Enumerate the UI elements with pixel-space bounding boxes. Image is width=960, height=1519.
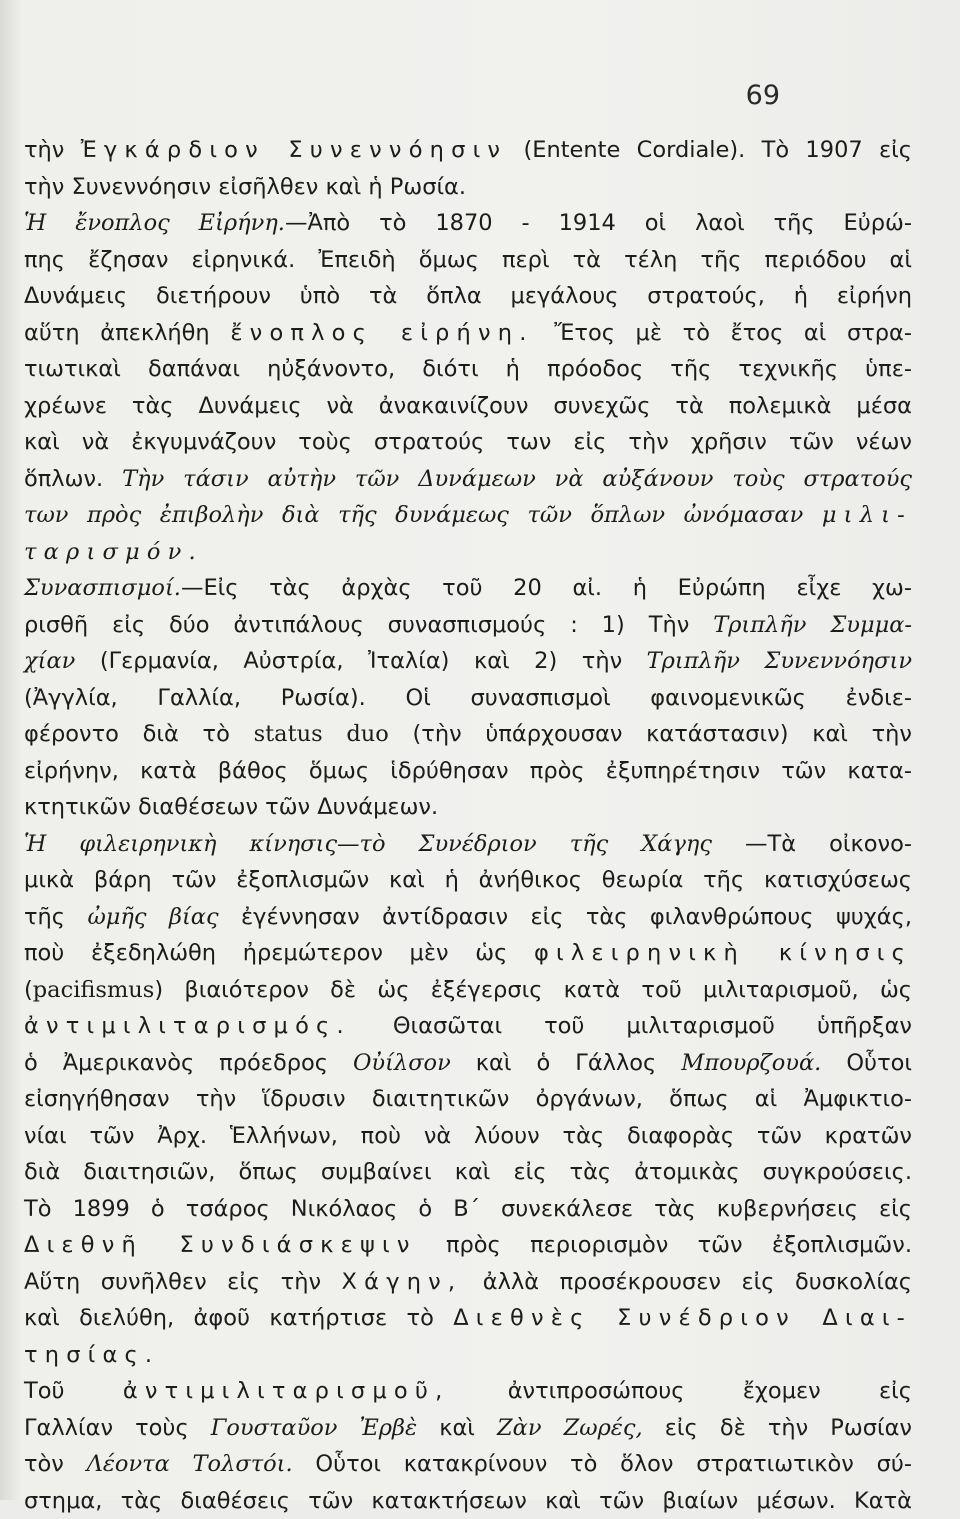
text-segment: τῆς: [24, 904, 87, 930]
text-line: [24, 862, 912, 899]
text-segment: Μπουρζουά.: [681, 1050, 821, 1076]
text-segment: Τριπλῆν Συνεννόησιν: [647, 648, 912, 674]
text-segment: —Ἀπὸ τὸ 1870 - 1914 οἱ λαοὶ τῆς Εὐρώ-: [285, 210, 912, 236]
text-line: [24, 388, 912, 425]
text-segment: καὶ διελύθη, ἀφοῦ κατήρτισε τὸ: [24, 1305, 453, 1331]
text-segment: ἐγέννησαν ἀντίδρασιν εἰς τὰς φιλανθρώπους ψυχάς,: [219, 904, 912, 930]
text-segment: Ἡ ἔνοπλος Εἰρήνη.: [24, 210, 285, 236]
text-segment: νίαι τῶν Ἀρχ. Ἑλλήνων, ποὺ νὰ λύουν τὰς διαφορὰς τῶν κρατῶν: [24, 1123, 912, 1149]
text-segment: Ζὰν Ζωρές,: [497, 1415, 643, 1441]
text-segment: τὸν: [24, 1451, 87, 1477]
text-segment: καὶ: [417, 1415, 497, 1441]
text-segment: ὅπλων.: [24, 466, 122, 492]
text-segment: πης ἔζησαν εἰρηνικά. Ἐπειδὴ ὅμως περὶ τὰ τέλη τῆς περιόδου αἱ: [24, 247, 912, 273]
text-segment: τιωτικαὶ δαπάναι ηὐξάνοντο, διότι ἡ πρόοδος τῆς τεχνικῆς ὑπε-: [24, 356, 912, 382]
text-segment: ἔνοπλος εἰρήνη.: [230, 320, 533, 346]
text-segment: (: [24, 977, 33, 1003]
text-line: [24, 1191, 912, 1228]
text-segment: Διεθνῆ Συνδιάσκεψιν: [24, 1232, 417, 1258]
text-line: [24, 789, 912, 826]
text-line: [24, 461, 912, 498]
text-segment: Θιασῶται τοῦ μιλιταρισμοῦ ὑπῆρξαν: [351, 1013, 912, 1039]
text-segment: διὰ διαιτησιῶν, ὅπως συμβαίνει καὶ εἰς τὰς ἀτομικὰς συγκρούσεις.: [24, 1159, 912, 1185]
text-segment: φιλειρηνικὴ κίνησις: [534, 940, 912, 966]
text-segment: στημα, τὰς διαθέσεις τῶν κατακτήσεων καὶ τῶν βιαίων μέσων. Κατὰ: [24, 1488, 912, 1514]
page-number: 69: [746, 80, 780, 111]
text-segment: —Εἰς τὰς ἀρχὰς τοῦ 20 αἰ. ἡ Εὐρώπη εἶχε χω-: [181, 575, 912, 601]
text-segment: Οὗτοι: [821, 1050, 912, 1076]
body-text: [24, 132, 912, 1519]
text-segment: φέροντο διὰ τὸ: [24, 721, 254, 747]
text-segment: Δυνάμεις διετήρουν ὑπὸ τὰ ὅπλα μεγάλους στρατούς, ἡ εἰρήνη: [24, 283, 912, 309]
text-line: [24, 899, 912, 936]
text-segment: χρέωνε τὰς Δυνάμεις νὰ ἀνακαινίζουν συνεχῶς τὰ πολεμικὰ μέσα: [24, 393, 912, 419]
text-line: [24, 753, 912, 790]
text-segment: τὴν: [24, 137, 81, 163]
text-line: [24, 205, 912, 242]
text-line: [24, 169, 912, 206]
text-segment: Ἡ φιλειρηνικὴ κίνησις—τὸ Συνέδριον τῆς Χάγης: [24, 831, 712, 857]
text-line: [24, 570, 912, 607]
text-line: [24, 1045, 912, 1082]
text-line: [24, 1337, 912, 1374]
text-line: [24, 1373, 912, 1410]
text-segment: Ἐγκάρδιον Συνεννόησιν: [81, 137, 507, 163]
text-line: [24, 315, 912, 352]
text-line: [24, 826, 912, 863]
text-segment: Τὸ 1899 ὁ τσάρος Νικόλαος ὁ Β΄ συνεκάλεσε τὰς κυβερνήσεις εἰς: [24, 1196, 912, 1222]
text-segment: εἰς δὲ τὴν Ρωσίαν: [643, 1415, 912, 1441]
text-line: [24, 1008, 912, 1045]
text-segment: χίαν: [24, 648, 75, 674]
text-segment: Τοῦ: [24, 1378, 123, 1404]
text-segment: Αὕτη συνῆλθεν εἰς τὴν: [24, 1269, 342, 1295]
text-segment: εἰσηγήθησαν τὴν ἵδρυσιν διαιτητικῶν ὀργάνων, ὅπως αἱ Ἀμφικτιο-: [24, 1086, 912, 1112]
text-segment: ταρισμόν.: [24, 539, 203, 565]
text-segment: μιλι-: [822, 502, 912, 528]
text-segment: τησίας.: [24, 1342, 159, 1368]
text-segment: Τριπλῆν Συμμα-: [713, 612, 912, 638]
text-line: [24, 1118, 912, 1155]
text-segment: ἀλλὰ προσέκρουσεν εἰς δυσκολίας: [462, 1269, 912, 1295]
text-line: [24, 1483, 912, 1519]
text-segment: αὕτη ἀπεκλήθη: [24, 320, 230, 346]
text-segment: ἀντιμιλιταρισμός.: [24, 1013, 351, 1039]
text-line: [24, 607, 912, 644]
text-segment: Γουσταῦον Ἐρβὲ: [211, 1415, 417, 1441]
text-segment: Οὗτοι κατακρίνουν τὸ ὅλον στρατιωτικὸν σύ-: [293, 1451, 912, 1477]
text-segment: (τὴν ὑπάρχουσαν κατάστασιν) καὶ τὴν: [389, 721, 912, 747]
text-segment: τὴν Συνεννόησιν εἰσῆλθεν καὶ ἡ Ρωσία.: [24, 174, 466, 200]
text-segment: status duo: [254, 721, 389, 747]
text-segment: Ἔτος μὲ τὸ ἔτος αἱ στρα-: [534, 320, 912, 346]
text-line: [24, 1410, 912, 1447]
text-segment: (Ἀγγλία, Γαλλία, Ρωσία). Οἱ συνασπισμοὶ φαινομενικῶς ἐνδιε-: [24, 685, 912, 711]
text-segment: ρισθῆ εἰς δύο ἀντιπάλους συνασπισμούς : 1) Τὴν: [24, 612, 713, 638]
text-line: [24, 278, 912, 315]
text-line: [24, 424, 912, 461]
text-line: [24, 1300, 912, 1337]
text-segment: Οὐίλσον: [353, 1050, 451, 1076]
text-line: [24, 680, 912, 717]
text-line: [24, 643, 912, 680]
text-segment: των πρὸς ἐπιβολὴν διὰ τῆς δυνάμεως τῶν ὅπλων ὠνόμασαν: [24, 502, 822, 528]
text-line: [24, 935, 912, 972]
text-segment: ὠμῆς βίας: [87, 904, 218, 930]
text-line: [24, 242, 912, 279]
text-line: [24, 716, 912, 753]
text-segment: ὁ Ἀμερικανὸς πρόεδρος: [24, 1050, 353, 1076]
text-line: [24, 497, 912, 534]
text-segment: Διεθνὲς Συνέδριον Διαι-: [453, 1305, 912, 1331]
text-line: [24, 1264, 912, 1301]
text-line: [24, 351, 912, 388]
text-segment: Συνασπισμοί.: [24, 575, 181, 601]
text-segment: πρὸς περιορισμὸν τῶν ἐξοπλισμῶν.: [417, 1232, 912, 1258]
text-line: [24, 972, 912, 1009]
text-segment: κτητικῶν διαθέσεων τῶν Δυνάμεων.: [24, 794, 438, 820]
text-segment: (Entente Cordiale). Τὸ 1907 εἰς: [507, 137, 912, 163]
text-line: [24, 132, 912, 169]
text-segment: εἰρήνην, κατὰ βάθος ὅμως ἱδρύθησαν πρὸς ἐξυπηρέτησιν τῶν κατα-: [24, 758, 912, 784]
text-line: [24, 1227, 912, 1264]
text-segment: ) βιαιότερον δὲ ὡς ἐξέγερσις κατὰ τοῦ μιλιταρισμοῦ, ὡς: [154, 977, 912, 1003]
text-segment: Γαλλίαν τοὺς: [24, 1415, 211, 1441]
text-line: [24, 1081, 912, 1118]
text-segment: Λέοντα Τολστόι.: [87, 1451, 293, 1477]
text-segment: μικὰ βάρη τῶν ἐξοπλισμῶν καὶ ἡ ἀνήθικος θεωρία τῆς κατισχύσεως: [24, 867, 912, 893]
text-segment: Τὴν τάσιν αὐτὴν τῶν Δυνάμεων νὰ αὐξάνουν τοὺς στρατούς: [122, 466, 912, 492]
text-line: [24, 1154, 912, 1191]
text-segment: ἀντιμιλιταρισμοῦ,: [123, 1378, 450, 1404]
text-segment: —Τὰ οἰκονο-: [712, 831, 912, 857]
text-segment: καὶ ὁ Γάλλος: [451, 1050, 682, 1076]
text-segment: (Γερμανία, Αὐστρία, Ἰταλία) καὶ 2) τὴν: [75, 648, 646, 674]
text-segment: ποὺ ἐξεδηλώθη ἠρεμώτερον μὲν ὡς: [24, 940, 534, 966]
text-segment: καὶ νὰ ἐκγυμνάζουν τοὺς στρατούς των εἰς τὴν χρῆσιν τῶν νέων: [24, 429, 912, 455]
text-segment: pacifismus: [33, 977, 155, 1003]
text-line: [24, 534, 912, 571]
text-segment: ἀντιπροσώπους ἔχομεν εἰς: [449, 1378, 912, 1404]
text-segment: Χάγην,: [342, 1269, 463, 1295]
text-line: [24, 1446, 912, 1483]
